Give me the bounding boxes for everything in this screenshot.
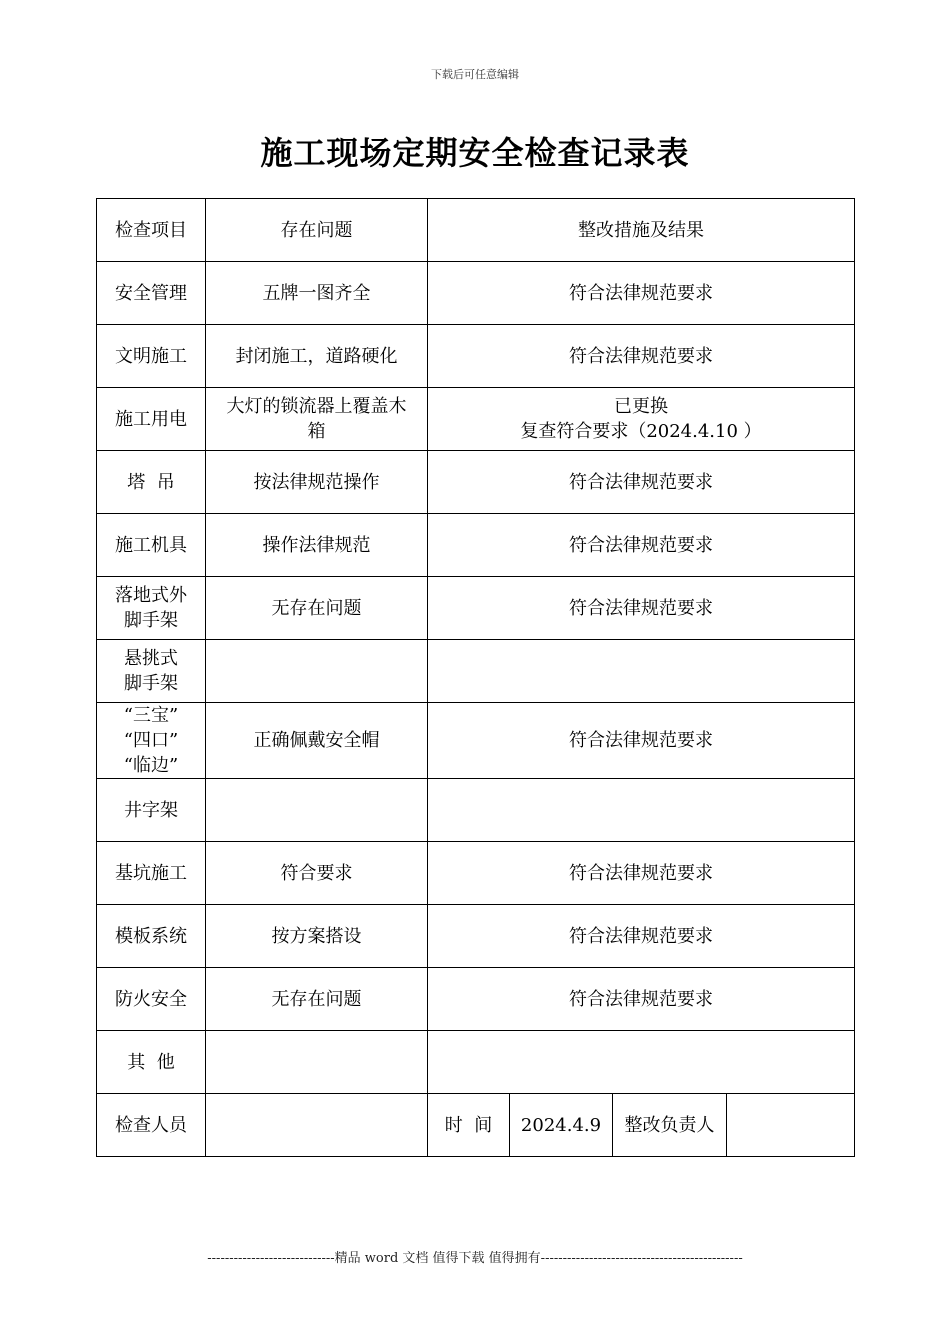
cell-item: 悬挑式 脚手架 — [97, 640, 206, 703]
cell-item: 塔 吊 — [97, 451, 206, 514]
cell-problem — [206, 1031, 428, 1094]
cell-problem: 无存在问题 — [206, 968, 428, 1031]
cell-item: 文明施工 — [97, 325, 206, 388]
table-row — [97, 703, 855, 779]
cell-item: 其 他 — [97, 1031, 206, 1094]
cell-result: 符合法律规范要求 — [428, 968, 855, 1031]
table-row — [97, 388, 855, 451]
cell-item: 安全管理 — [97, 262, 206, 325]
cell-item: 施工机具 — [97, 514, 206, 577]
cell-problem: 符合要求 — [206, 842, 428, 905]
header-note: 下载后可任意编辑 — [431, 68, 519, 81]
cell-problem: 按法律规范操作 — [206, 451, 428, 514]
header-result: 整改措施及结果 — [428, 199, 855, 262]
cell-problem: 按方案搭设 — [206, 905, 428, 968]
inspector-value — [206, 1094, 428, 1157]
cell-result: 符合法律规范要求 — [428, 577, 855, 640]
time-value: 2024.4.9 — [510, 1094, 613, 1157]
cell-result: 符合法律规范要求 — [428, 262, 855, 325]
cell-problem — [206, 640, 428, 703]
inspection-table — [96, 198, 855, 1157]
table-row — [97, 1031, 855, 1094]
cell-result: 符合法律规范要求 — [428, 325, 855, 388]
cell-result: 符合法律规范要求 — [428, 842, 855, 905]
table-row — [97, 640, 855, 703]
table-row — [97, 514, 855, 577]
header-problem: 存在问题 — [206, 199, 428, 262]
table-signoff-row — [97, 1094, 855, 1157]
table-row — [97, 262, 855, 325]
cell-problem: 大灯的锁流器上覆盖木 箱 — [206, 388, 428, 451]
inspector-label: 检查人员 — [97, 1094, 206, 1157]
time-label: 时 间 — [428, 1094, 510, 1157]
cell-item: 井字架 — [97, 779, 206, 842]
responsible-label: 整改负责人 — [613, 1094, 727, 1157]
cell-result — [428, 779, 855, 842]
table-row — [97, 905, 855, 968]
table-row — [97, 842, 855, 905]
cell-problem: 无存在问题 — [206, 577, 428, 640]
cell-item: 基坑施工 — [97, 842, 206, 905]
cell-result: 符合法律规范要求 — [428, 451, 855, 514]
table-row — [97, 779, 855, 842]
table-row — [97, 577, 855, 640]
page-footer: -----------------------------精品 word 文档 值得下载 值得拥有---------------------------------------------- — [207, 1251, 743, 1266]
page-title: 施工现场定期安全检查记录表 — [260, 134, 690, 172]
cell-result: 符合法律规范要求 — [428, 514, 855, 577]
cell-item: 防火安全 — [97, 968, 206, 1031]
cell-problem — [206, 779, 428, 842]
cell-problem: 封闭施工，道路硬化 — [206, 325, 428, 388]
cell-item: “三宝” “四口” “临边” — [97, 703, 206, 779]
cell-result: 符合法律规范要求 — [428, 703, 855, 779]
cell-problem: 五牌一图齐全 — [206, 262, 428, 325]
table-row — [97, 968, 855, 1031]
header-item: 检查项目 — [97, 199, 206, 262]
cell-problem: 操作法律规范 — [206, 514, 428, 577]
cell-result — [428, 1031, 855, 1094]
cell-result — [428, 640, 855, 703]
cell-result: 符合法律规范要求 — [428, 905, 855, 968]
cell-problem: 正确佩戴安全帽 — [206, 703, 428, 779]
table-header-row — [97, 199, 855, 262]
cell-item: 模板系统 — [97, 905, 206, 968]
cell-item: 落地式外 脚手架 — [97, 577, 206, 640]
cell-result: 已更换 复查符合要求（2024.4.10 ） — [428, 388, 855, 451]
table-row — [97, 325, 855, 388]
responsible-value — [727, 1094, 855, 1157]
table-row — [97, 451, 855, 514]
cell-item: 施工用电 — [97, 388, 206, 451]
